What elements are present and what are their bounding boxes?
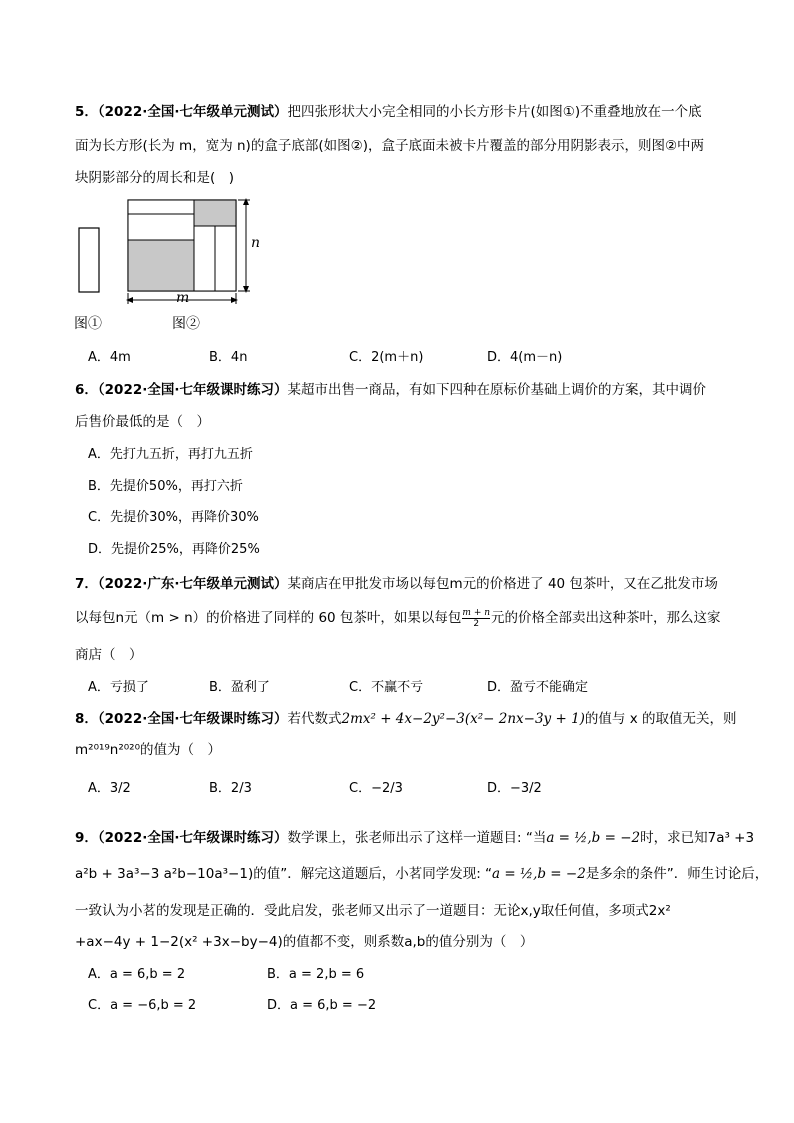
q8-text-2: m²⁰¹⁹n²⁰²⁰的值为（ ）: [75, 742, 222, 758]
q9-text-3: 一致认为小茗的发现是正确的．受此启发，张老师又出示了一道题目：无论x,y取任何值，多项式2x²: [75, 903, 671, 919]
q6-line2: [75, 410, 210, 430]
q6-option-a[interactable]: A．先打九五折，再打九五折: [88, 447, 253, 462]
q8-option-c[interactable]: C．−2/3: [349, 781, 403, 796]
fig2-caption: 图②: [172, 316, 200, 332]
q9-number: 9．: [75, 830, 98, 846]
q9-line3: [75, 899, 671, 919]
q9-source: （2022·全国·七年级课时练习）: [97, 830, 288, 846]
q8-option-a[interactable]: A．3/2: [88, 781, 131, 796]
q7-option-b[interactable]: B．盈利了: [209, 680, 270, 695]
q5-line1: [75, 100, 702, 120]
q5-line2: [75, 134, 704, 154]
q5-number: 5．: [75, 104, 98, 120]
q9-text-2b: 是多余的条件”．师生讨论后，: [585, 866, 769, 882]
q6-source: （2022·全国·七年级课时练习）: [97, 382, 288, 398]
q8-number: 8．: [75, 711, 98, 727]
q6-text-1: 某超市出售一商品，有如下四种在原标价基础上调价的方案，其中调价: [287, 382, 706, 398]
q9-line4: [75, 930, 533, 950]
q6-option-b[interactable]: B．先提价50%，再打六折: [88, 479, 243, 494]
q5-text-3: 块阴影部分的周长和是( ): [75, 170, 235, 186]
card-vertical-1: [194, 226, 215, 291]
q9-line2: [75, 862, 768, 882]
q7-text-2a: 以每包n元（m > n）的价格进了同样的 60 包茶叶，如果以每包: [75, 610, 462, 626]
q7-fraction: [462, 608, 490, 629]
q5-source: （2022·全国·七年级单元测试）: [97, 104, 288, 120]
q5-text-2: 面为长方形(长为 m，宽为 n)的盒子底部(如图②)，盒子底面未被卡片覆盖的部分用阴影表示，则图②中两: [75, 138, 705, 154]
q9-option-d[interactable]: D．a = 6,b = −2: [267, 998, 377, 1013]
q5-option-d[interactable]: D．4(m－n): [487, 350, 563, 365]
q7-text-2b: 元的价格全部卖出这种茶叶，那么这家: [491, 610, 721, 626]
card-vertical-2: [215, 226, 236, 291]
q5-line3: [75, 166, 234, 186]
q7-option-d[interactable]: D．盈亏不能确定: [487, 680, 589, 695]
shaded-region-bottom-left: [128, 240, 194, 291]
q9-line1: [75, 826, 754, 846]
q9-text-1a: 数学课上，张老师出示了这样一道题目: “当: [287, 830, 547, 846]
q9-option-a[interactable]: A．a = 6,b = 2: [88, 967, 186, 982]
q7-option-c[interactable]: C．不赢不亏: [349, 680, 424, 695]
q6-line1: [75, 378, 706, 398]
q8-option-d[interactable]: D．−3/2: [487, 781, 542, 796]
q5-text-1: 把四张形状大小完全相同的小长方形卡片(如图①)不重叠地放在一个底: [287, 104, 702, 120]
q8-text-1b: 的值与 x 的取值无关，则: [584, 711, 737, 727]
q5-option-a[interactable]: A．4m: [88, 350, 131, 365]
q7-option-a[interactable]: A．亏损了: [88, 680, 149, 695]
card-horizontal-1: [128, 200, 194, 214]
q8-line2: [75, 738, 221, 758]
q7-number: 7．: [75, 576, 98, 592]
fig2-label-n: n: [251, 235, 261, 251]
q9-condition-repeat: a = ½,b = −2: [492, 866, 586, 882]
q7-text-3: 商店（ ）: [75, 647, 143, 663]
q9-text-1b: 时，求已知7a³ +3: [640, 830, 755, 846]
q8-source: （2022·全国·七年级课时练习）: [97, 711, 288, 727]
q8-line1: [75, 707, 737, 727]
q7-text-1: 某商店在甲批发市场以每包m元的价格进了 40 包茶叶，又在乙批发市场: [287, 576, 718, 592]
q8-expression: 2mx² + 4x−2y²−3(x²− 2nx−3y + 1): [341, 711, 585, 727]
q7-source: （2022·广东·七年级单元测试）: [97, 576, 288, 592]
fig2-label-m: m: [176, 290, 190, 306]
q6-number: 6．: [75, 382, 98, 398]
q9-condition: a = ½,b = −2: [546, 830, 641, 846]
q7-frac-num: m + n: [462, 607, 491, 618]
q9-option-c[interactable]: C．a = −6,b = 2: [88, 998, 197, 1013]
q5-option-c[interactable]: C．2(m＋n): [349, 350, 424, 365]
fig1-caption: 图①: [74, 316, 102, 332]
q7-line3: [75, 643, 143, 663]
q6-option-c[interactable]: C．先提价30%，再降价30%: [88, 510, 259, 525]
q9-option-b[interactable]: B．a = 2,b = 6: [267, 967, 365, 982]
q8-text-1a: 若代数式: [287, 711, 342, 727]
shaded-region-top-right: [194, 200, 236, 226]
q6-option-d[interactable]: D．先提价25%，再降价25%: [88, 542, 260, 557]
q5-option-b[interactable]: B．4n: [209, 350, 248, 365]
q9-text-2a: a²b + 3a³−3 a²b−10a³−1)的值”．解完这道题后，小茗同学发现: “: [75, 866, 493, 882]
q8-option-b[interactable]: B．2/3: [209, 781, 252, 796]
q9-text-4: +ax−4y + 1−2(x² +3x−by−4)的值都不变，则系数a,b的值分别为（ ）: [75, 934, 534, 950]
fig1-card: [79, 228, 99, 292]
q7-frac-den: 2: [462, 618, 490, 629]
q6-text-2: 后售价最低的是（ ）: [75, 414, 210, 430]
card-horizontal-2: [128, 214, 194, 240]
q7-line1: [75, 572, 718, 592]
q7-line2: [75, 606, 721, 629]
